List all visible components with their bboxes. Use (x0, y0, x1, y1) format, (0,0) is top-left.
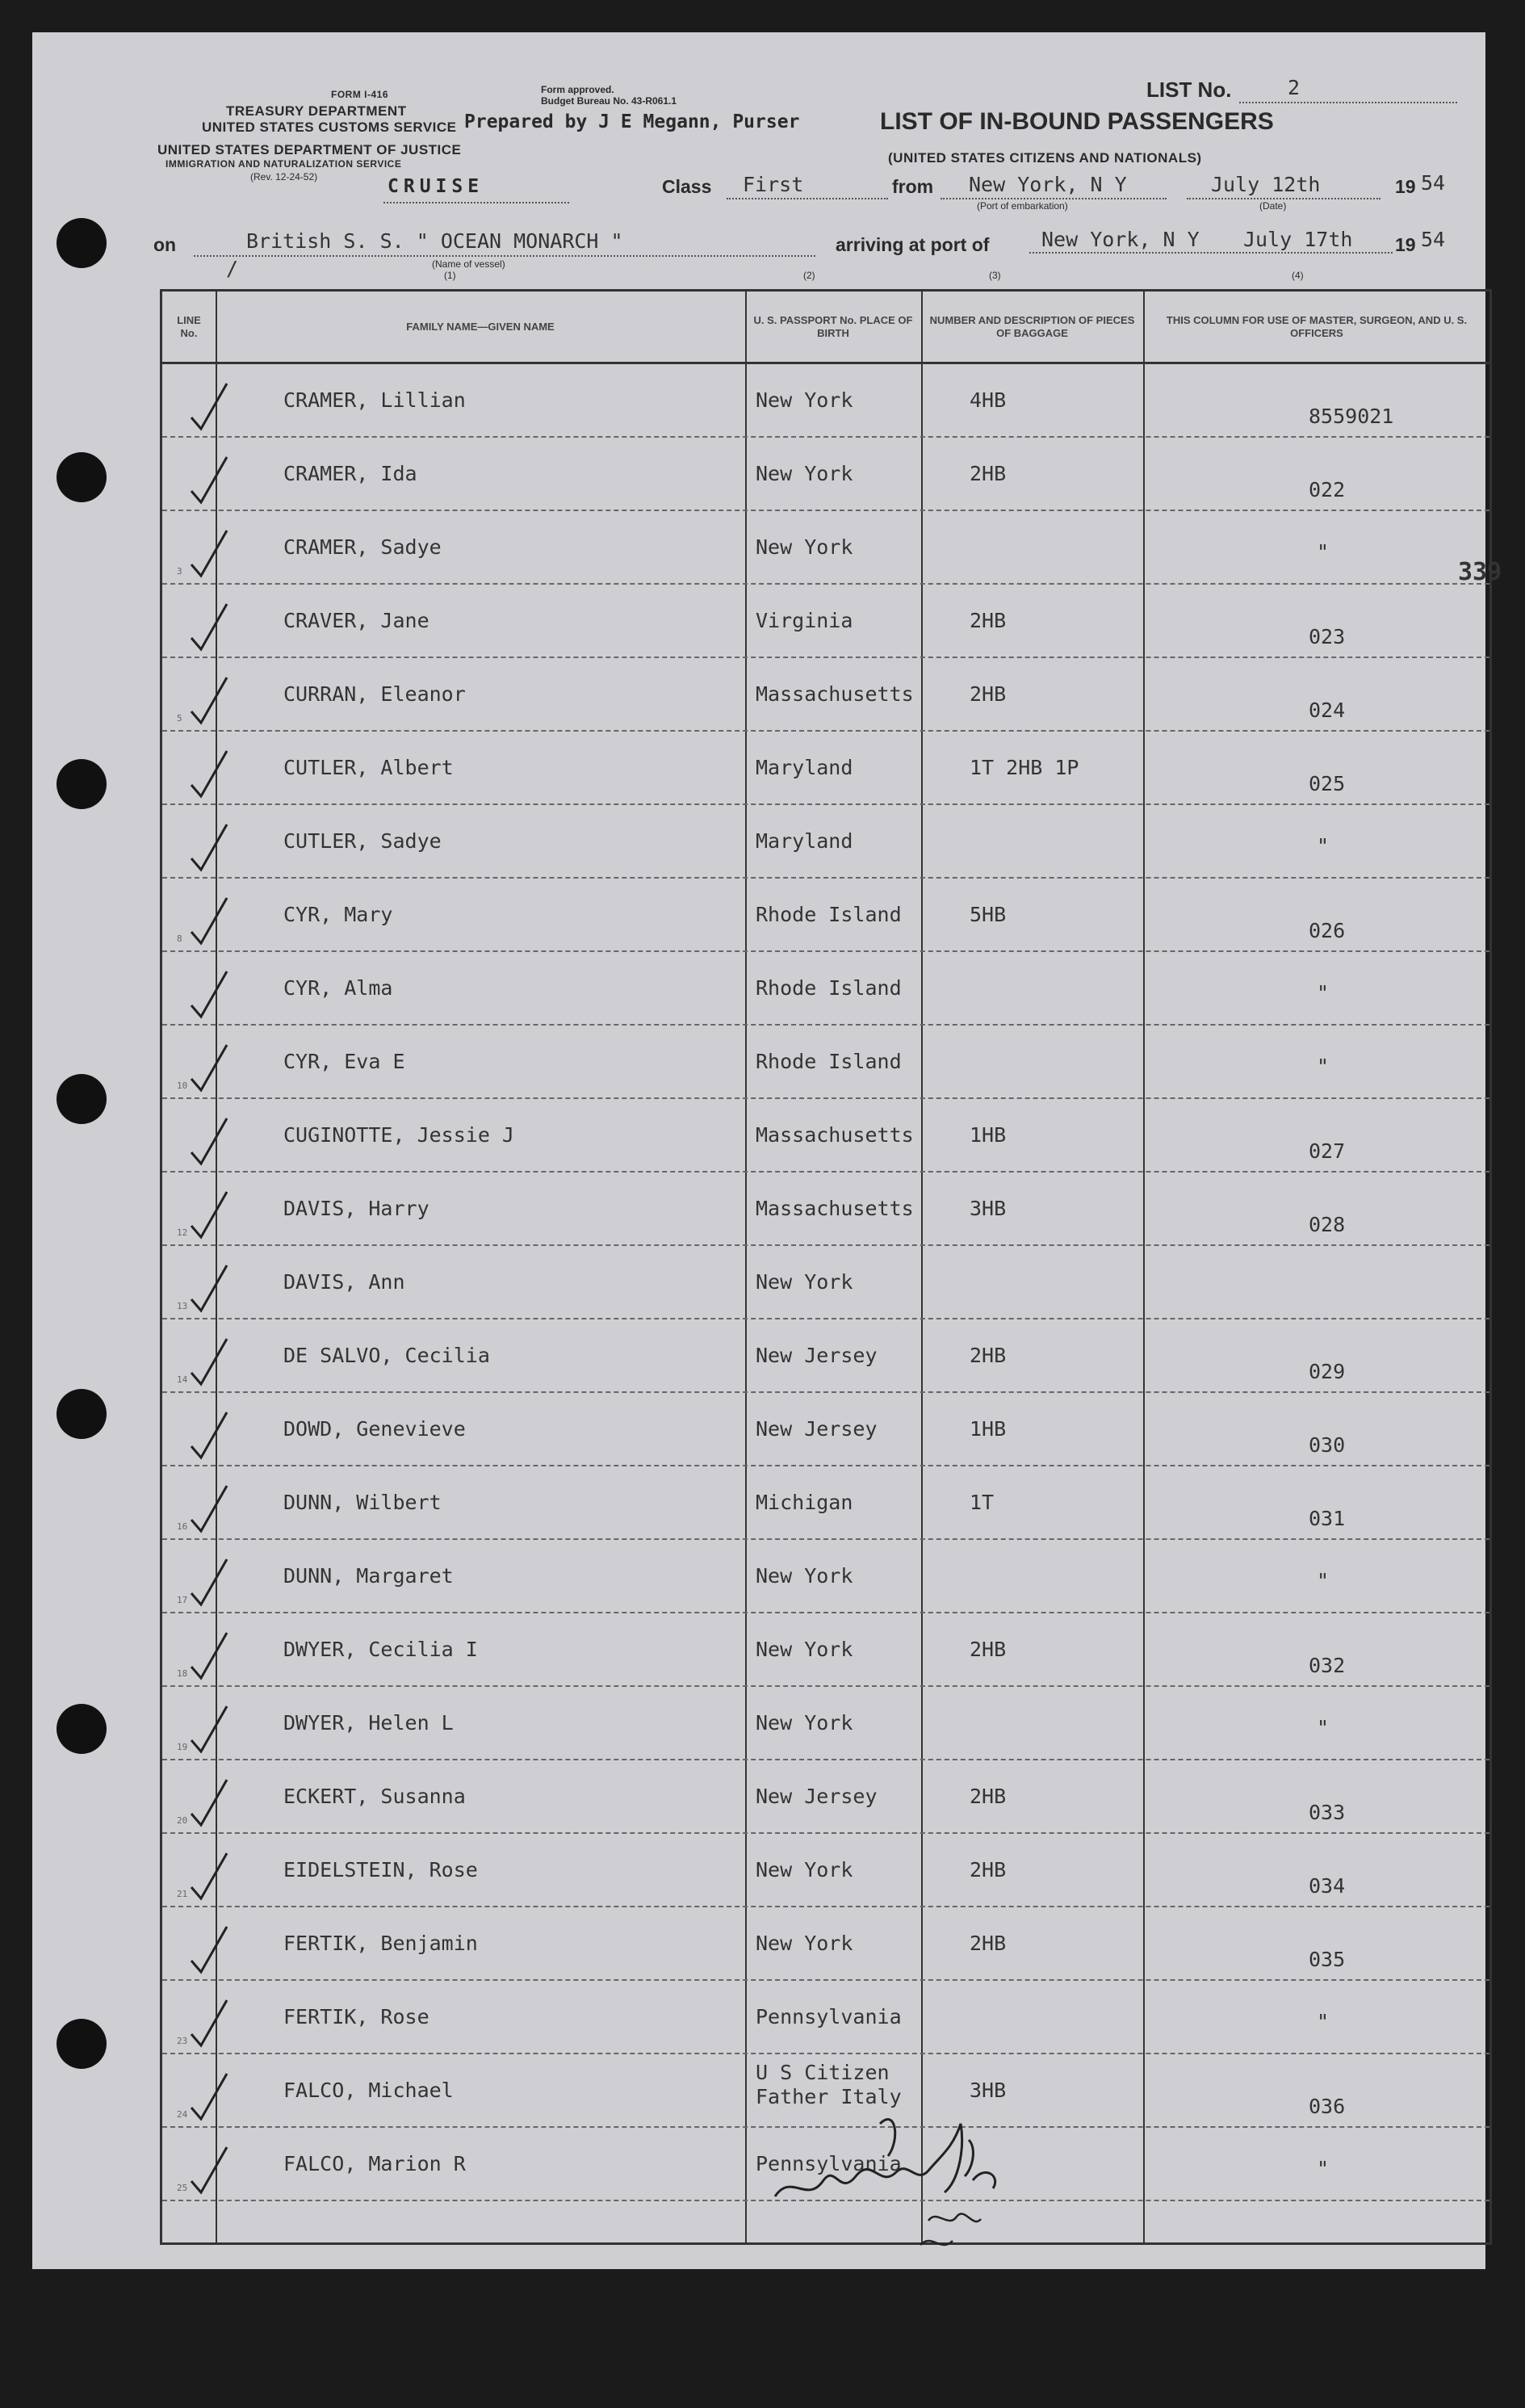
checkmark-icon (185, 526, 233, 582)
baggage: 3HB (970, 1197, 1007, 1220)
header-passport: U. S. PASSPORT No. PLACE OF BIRTH (753, 313, 913, 339)
baggage: 5HB (970, 903, 1007, 926)
place-of-birth: New York (756, 462, 853, 485)
place-of-birth: New York (756, 1270, 853, 1294)
port-note: (Port of embarkation) (977, 200, 1068, 212)
line-number: 23 (177, 2036, 188, 2046)
table-row (162, 1466, 1489, 1540)
table-row (162, 1026, 1489, 1099)
passenger-name: CURRAN, Eleanor (283, 682, 466, 706)
line-number: 21 (177, 1889, 188, 1899)
binder-hole (57, 759, 107, 809)
place-of-birth: Massachusetts (756, 682, 914, 706)
officer-entry: " (1317, 981, 1330, 1005)
officer-entry: 033 (1309, 1801, 1346, 1824)
table-row (162, 1760, 1489, 1834)
passenger-name: DOWD, Genevieve (283, 1417, 466, 1441)
passenger-table (160, 289, 1502, 2245)
on-label: on (153, 234, 177, 255)
table-row (162, 585, 1489, 658)
passenger-name: CYR, Mary (283, 903, 393, 926)
baggage: 2HB (970, 1344, 1007, 1367)
officer-entry: 028 (1309, 1213, 1346, 1236)
table-row (162, 805, 1489, 879)
checkmark-icon (185, 673, 233, 729)
passenger-name: FERTIK, Benjamin (283, 1932, 478, 1955)
passenger-name: CUGINOTTE, Jessie J (283, 1123, 514, 1147)
place-of-birth: New York (756, 1932, 853, 1955)
officer-entry: " (1317, 2010, 1330, 2033)
line-number: 17 (177, 1595, 188, 1605)
officer-entry: 022 (1309, 478, 1346, 501)
date-note: (Date) (1259, 200, 1287, 212)
justice-dept: UNITED STATES DEPARTMENT OF JUSTICE (157, 142, 462, 157)
checkmark-icon (185, 820, 233, 876)
vessel-underline (194, 255, 815, 257)
passenger-name: CYR, Eva E (283, 1050, 405, 1073)
baggage: 1T (970, 1491, 995, 1514)
place-of-birth: Rhode Island (756, 976, 902, 1000)
officer-entry: 025 (1309, 772, 1346, 795)
col-num-4: (4) (1292, 270, 1304, 281)
line-number: 18 (177, 1668, 188, 1679)
line-number: 19 (177, 1742, 188, 1752)
officer-entry: 031 (1309, 1507, 1346, 1530)
list-no-underline (1239, 102, 1457, 103)
cruise-label: CRUISE (388, 176, 484, 197)
line-number: 13 (177, 1301, 188, 1311)
binder-hole (57, 1074, 107, 1124)
place-of-birth: New York (756, 388, 853, 412)
table-row (162, 364, 1489, 438)
line-number: 16 (177, 1521, 188, 1532)
officer-entry: " (1317, 1569, 1330, 1592)
from-value: New York, N Y (969, 173, 1127, 196)
form-number: FORM I-416 (331, 89, 389, 100)
checkmark-icon (185, 1407, 233, 1464)
checkmark-icon (185, 1995, 233, 2052)
binder-hole (57, 218, 107, 268)
table-row (162, 1687, 1489, 1760)
depart-year: 54 (1421, 171, 1446, 195)
binder-hole (57, 452, 107, 502)
table-row (162, 1613, 1489, 1687)
year-prefix: 19 (1395, 176, 1416, 197)
passenger-name: CRAVER, Jane (283, 609, 429, 632)
line-number: 24 (177, 2109, 188, 2120)
class-value: First (743, 173, 804, 196)
officer-entry: 023 (1309, 625, 1346, 648)
place-of-birth: Pennsylvania (756, 2152, 902, 2175)
binder-hole (57, 1704, 107, 1754)
checkmark-icon (185, 746, 233, 803)
margin-note: 339 (1458, 558, 1502, 586)
passenger-name: DAVIS, Ann (283, 1270, 405, 1294)
table-row (162, 732, 1489, 805)
officer-entry: 024 (1309, 698, 1346, 722)
checkmark-icon (185, 893, 233, 950)
baggage: 1HB (970, 1123, 1007, 1147)
place-of-birth: Rhode Island (756, 1050, 902, 1073)
cruise-underline (383, 202, 569, 203)
table-row (162, 1907, 1489, 1981)
checkmark-icon (185, 1628, 233, 1684)
margin-mark: / (226, 257, 239, 280)
checkmark-icon (185, 1554, 233, 1611)
vessel-name: British S. S. " OCEAN MONARCH " (246, 229, 623, 253)
table-row (162, 1393, 1489, 1466)
checkmark-icon (185, 1701, 233, 1758)
place-of-birth: U S Citizen Father Italy (756, 2061, 902, 2108)
arrive-date: July 17th (1243, 228, 1353, 251)
place-of-birth: New Jersey (756, 1785, 878, 1808)
place-of-birth: New Jersey (756, 1344, 878, 1367)
baggage: 2HB (970, 682, 1007, 706)
officer-entry: 035 (1309, 1948, 1346, 1971)
binder-hole (57, 2019, 107, 2069)
class-underline (727, 198, 888, 199)
baggage: 2HB (970, 1638, 1007, 1661)
checkmark-icon (185, 1775, 233, 1831)
passenger-name: DUNN, Wilbert (283, 1491, 442, 1514)
passenger-name: DWYER, Helen L (283, 1711, 454, 1735)
passenger-name: CUTLER, Sadye (283, 829, 442, 853)
col-num-2: (2) (803, 270, 815, 281)
line-number: 5 (177, 713, 182, 724)
checkmark-icon (185, 1261, 233, 1317)
document-sheet (32, 32, 1502, 2269)
binder-hole (57, 1389, 107, 1439)
place-of-birth: Massachusetts (756, 1197, 914, 1220)
passenger-name: DWYER, Cecilia I (283, 1638, 478, 1661)
place-of-birth: Virginia (756, 609, 853, 632)
checkmark-icon (185, 379, 233, 435)
arriving-label: arriving at port of (836, 234, 990, 255)
checkmark-icon (185, 452, 233, 509)
officer-entry: 027 (1309, 1139, 1346, 1163)
officer-entry: 030 (1309, 1433, 1346, 1457)
form-revision: (Rev. 12-24-52) (250, 171, 318, 182)
checkmark-icon (185, 1334, 233, 1391)
baggage: 3HB (970, 2079, 1007, 2102)
list-no-label: LIST No. (1146, 78, 1232, 102)
table-row (162, 879, 1489, 952)
table-row (162, 1834, 1489, 1907)
officer-entry: 036 (1309, 2095, 1346, 2118)
passenger-name: CUTLER, Albert (283, 756, 454, 779)
line-number: 10 (177, 1080, 188, 1091)
place-of-birth: Rhode Island (756, 903, 902, 926)
passenger-name: FALCO, Michael (283, 2079, 454, 2102)
checkmark-icon (185, 1848, 233, 1905)
passenger-name: DAVIS, Harry (283, 1197, 429, 1220)
col-num-3: (3) (989, 270, 1001, 281)
checkmark-icon (185, 1114, 233, 1170)
arrive-year-prefix: 19 (1395, 234, 1416, 255)
checkmark-icon (185, 2142, 233, 2199)
baggage: 2HB (970, 462, 1007, 485)
place-of-birth: Massachusetts (756, 1123, 914, 1147)
officer-entry: " (1317, 540, 1330, 564)
place-of-birth: New York (756, 535, 853, 559)
officer-entry: " (1317, 1055, 1330, 1078)
passenger-name: CRAMER, Sadye (283, 535, 442, 559)
officer-entry: 034 (1309, 1874, 1346, 1898)
checkmark-icon (185, 2069, 233, 2125)
customs-service: UNITED STATES CUSTOMS SERVICE (202, 120, 457, 135)
header-name: FAMILY NAME—GIVEN NAME (406, 320, 555, 333)
table-row (162, 1319, 1489, 1393)
table-row (162, 1246, 1489, 1319)
arrive-port: New York, N Y (1041, 228, 1200, 251)
passenger-name: ECKERT, Susanna (283, 1785, 466, 1808)
checkmark-icon (185, 1922, 233, 1978)
header-officers: THIS COLUMN FOR USE OF MASTER, SURGEON, AND U. S. OFFICERS (1166, 313, 1468, 339)
header-baggage: NUMBER AND DESCRIPTION OF PIECES OF BAGGAGE (929, 313, 1135, 339)
col-num-1: (1) (444, 270, 456, 281)
checkmark-icon (185, 1187, 233, 1244)
officer-entry: 8559021 (1309, 405, 1394, 428)
table-row (162, 952, 1489, 1026)
table-row (162, 511, 1489, 585)
table-row (162, 1099, 1489, 1173)
place-of-birth: New Jersey (756, 1417, 878, 1441)
budget-bureau: Budget Bureau No. 43-R061.1 (541, 95, 677, 107)
table-row (162, 1540, 1489, 1613)
passenger-name: FERTIK, Rose (283, 2005, 429, 2028)
passenger-name: DUNN, Margaret (283, 1564, 454, 1588)
list-no-value: 2 (1288, 76, 1301, 99)
officer-entry: " (1317, 834, 1330, 858)
from-underline (941, 198, 1167, 199)
arrive-year: 54 (1421, 228, 1446, 251)
passenger-name: FALCO, Marion R (283, 2152, 466, 2175)
ins-service: IMMIGRATION AND NATURALIZATION SERVICE (165, 158, 402, 170)
table-row (162, 658, 1489, 732)
depart-date: July 12th (1211, 173, 1321, 196)
baggage: 2HB (970, 1858, 1007, 1882)
handwritten-signature (759, 2100, 1049, 2261)
place-of-birth: New York (756, 1711, 853, 1735)
header-line-no: LINE No. (177, 313, 201, 339)
baggage: 2HB (970, 609, 1007, 632)
place-of-birth: Maryland (756, 829, 853, 853)
place-of-birth: Michigan (756, 1491, 853, 1514)
passenger-name: CRAMER, Lillian (283, 388, 466, 412)
checkmark-icon (185, 599, 233, 656)
vessel-note: (Name of vessel) (432, 258, 505, 270)
checkmark-icon (185, 967, 233, 1023)
officer-entry: " (1317, 1716, 1330, 1739)
line-number: 3 (177, 566, 182, 577)
baggage: 1T 2HB 1P (970, 756, 1079, 779)
table-row (162, 1173, 1489, 1246)
table-row (162, 438, 1489, 511)
from-label: from (892, 176, 934, 197)
officer-entry: 029 (1309, 1360, 1346, 1383)
place-of-birth: New York (756, 1564, 853, 1588)
officer-entry: 026 (1309, 919, 1346, 942)
passenger-name: CRAMER, Ida (283, 462, 417, 485)
line-number: 20 (177, 1815, 188, 1826)
line-number: 25 (177, 2183, 188, 2193)
checkmark-icon (185, 1040, 233, 1097)
passenger-name: CYR, Alma (283, 976, 393, 1000)
baggage: 2HB (970, 1932, 1007, 1955)
place-of-birth: New York (756, 1858, 853, 1882)
prepared-by: Prepared by J E Megann, Purser (464, 111, 800, 132)
officer-entry: 032 (1309, 1654, 1346, 1677)
list-subtitle: (UNITED STATES CITIZENS AND NATIONALS) (888, 150, 1202, 166)
place-of-birth: Pennsylvania (756, 2005, 902, 2028)
checkmark-icon (185, 1481, 233, 1538)
baggage: 1HB (970, 1417, 1007, 1441)
list-title: LIST OF IN-BOUND PASSENGERS (880, 108, 1274, 135)
place-of-birth: New York (756, 1638, 853, 1661)
baggage: 4HB (970, 388, 1007, 412)
arrive-underline (1029, 252, 1393, 254)
treasury-dept: TREASURY DEPARTMENT (226, 103, 407, 119)
table-row (162, 1981, 1489, 2054)
passenger-name: EIDELSTEIN, Rose (283, 1858, 478, 1882)
line-number: 14 (177, 1374, 188, 1385)
officer-entry: " (1317, 2157, 1330, 2180)
line-number: 8 (177, 933, 182, 944)
passenger-name: DE SALVO, Cecilia (283, 1344, 490, 1367)
table-header (162, 292, 1489, 364)
form-approved: Form approved. (541, 84, 614, 95)
place-of-birth: Maryland (756, 756, 853, 779)
date-underline (1187, 198, 1380, 199)
line-number: 12 (177, 1227, 188, 1238)
class-label: Class (662, 176, 712, 197)
baggage: 2HB (970, 1785, 1007, 1808)
